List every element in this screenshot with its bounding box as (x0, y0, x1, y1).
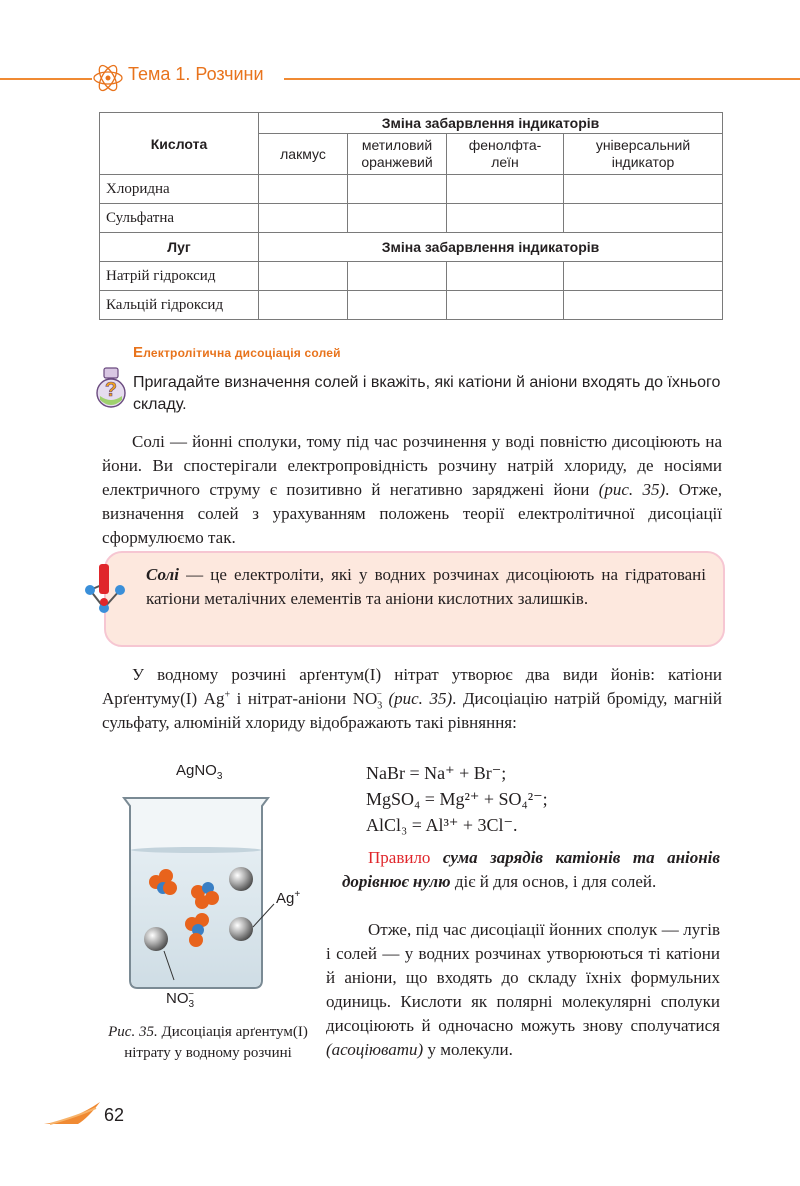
header-line-right (284, 78, 800, 80)
exclamation-molecule-icon (80, 560, 128, 616)
indicator-table (99, 112, 723, 320)
rule-paragraph: Правило сума зарядів катіонів та аніонів дорівнює нулю діє й для основ, і для солей. (342, 848, 720, 891)
indicator-universal: універсальний індикатор (564, 134, 723, 175)
table-row (100, 262, 723, 291)
paragraph-3: Отже, під час дисоціації йонних сполук — лугів і солей — у водних розчинах утворюються ті катіони й аніони, що входять до складу їхніх формульних одиниць. Кислоти як полярні молекулярні сполуки дисоціюють й одночасно можуть знову сполучатися (асоціювати) у молекули. (326, 920, 720, 1059)
definition-text: Солі — це електроліти, які у водних розчинах дисоціюють на гідратовані катіони металічних елементів та аніони кислотних залишків. (146, 565, 706, 608)
topic-title: Тема 1. Розчини (128, 64, 264, 84)
header-line-left (0, 78, 92, 80)
section-heading: Електролітична дисоціація солей (133, 344, 341, 361)
equation-alcl3: AlCl₃ = Al³⁺ + 3Cl⁻. (366, 815, 518, 835)
beaker-illustration (116, 784, 276, 994)
indicator-litmus: лакмус (259, 134, 348, 175)
indicator-group-header: Зміна забарвлення індикаторів (259, 113, 723, 134)
question-flask-icon (94, 366, 130, 410)
acid-column-header: Кислота (100, 113, 259, 175)
figure-caption: Рис. 35. Дисоціація арґентум(I) нітрату у водному розчині (108, 1024, 308, 1061)
page-number: 62 (104, 1105, 125, 1125)
base-indicator-group-header: Зміна забарвлення індикаторів (259, 233, 723, 262)
base-name: Натрій гідроксид (100, 262, 259, 291)
equation-nabr: NaBr = Na⁺ + Br⁻; (366, 763, 507, 783)
acid-name: Сульфатна (100, 204, 259, 233)
paragraph-2: У водному розчині арґентум(I) нітрат утворює два види йонів: катіони Арґентуму(I) Ag+ і нітрат-аніони $NO_3^-$ (рис. 35). Дисоціацію натрій броміду, магній сульфату, алюміній хлориду відображають такі рівняння: (102, 665, 723, 732)
base-column-header: Луг (100, 233, 259, 262)
indicator-phenolphthalein: фенолфта- леїн (447, 134, 564, 175)
table-row (100, 175, 723, 204)
page-swoosh-icon (44, 1100, 102, 1126)
table-row (100, 204, 723, 233)
atom-icon (92, 62, 124, 94)
acid-name: Хлоридна (100, 175, 259, 204)
svg-text:?: ? (104, 379, 118, 401)
question-text: Пригадайте визначення солей і вкажіть, які катіони й аніони входять до їхнього складу. (133, 374, 721, 413)
base-name: Кальцій гідроксид (100, 291, 259, 320)
no3-ion-label: $NO_3^-$ (166, 989, 195, 1010)
paragraph-1: Солі — йонні сполуки, тому під час розчинення у воді повністю дисоціюють на йони. Ви спостерігали електропровідність розчину натрій хлориду, де носіями електричного струму є позитивно й негативно заряджені йони (рис. 35). Отже, визначення солей з урахуванням положень теорії електролітичної дисоціації сформулюємо так. (102, 432, 723, 547)
table-row (100, 291, 723, 320)
equation-mgso4: MgSO₄ = Mg²⁺ + SO₄²⁻; (366, 789, 548, 809)
indicator-methyl-orange: метиловий оранжевий (348, 134, 447, 175)
agno3-label: AgNO$_3$ (176, 762, 223, 782)
ag-ion-label: Ag+ (276, 889, 301, 907)
